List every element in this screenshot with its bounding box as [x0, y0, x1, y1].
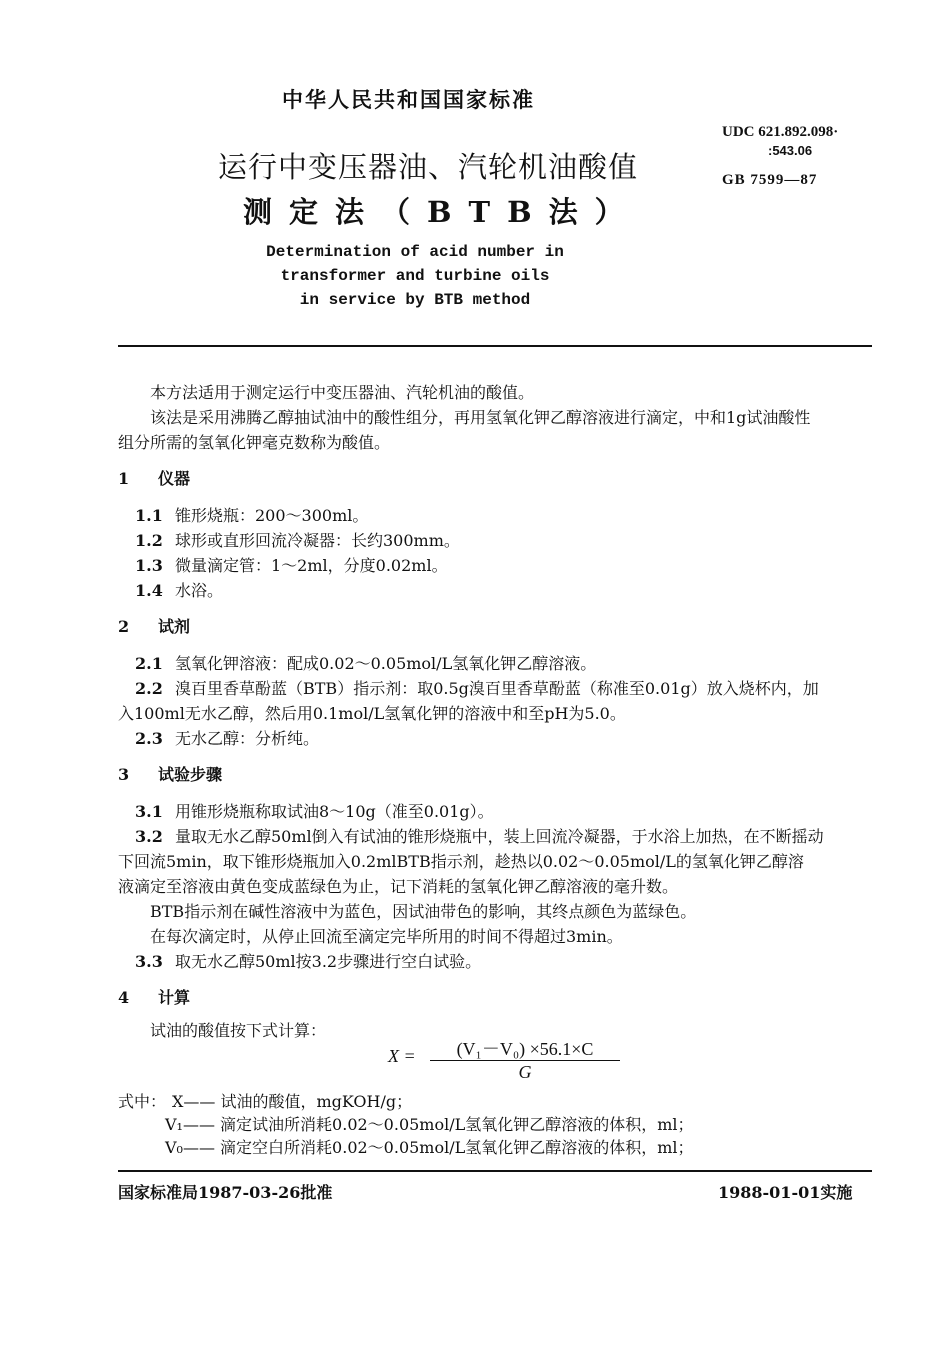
footer-divider — [118, 1170, 872, 1172]
title-zh-line1: 运行中变压器油、汽轮机油酸值 — [218, 150, 639, 184]
item-3-2-line2: 下回流5min，取下锥形烧瓶加入0.2mlBTB指示剂，趁热以0.02～0.05mol/L的氢氧化钾乙醇溶 — [118, 852, 804, 871]
item-2-2-continued: 入100ml无水乙醇，然后用0.1mol/L氢氧化钾的溶液中和至pH为5.0。 — [118, 704, 626, 723]
title-en-line3: in service by BTB method — [299, 291, 531, 309]
item-3-3: 3.3 取无水乙醇50ml按3.2步骤进行空白试验。 — [135, 952, 482, 971]
item-3-2: 3.2 量取无水乙醇50ml倒入有试油的锥形烧瓶中，装上回流冷凝器，于水浴上加热，在不断摇动 — [135, 827, 824, 846]
title-en-line2: transformer and turbine oils — [280, 267, 550, 285]
header-divider — [118, 345, 872, 347]
variable-x: X—— 试油的酸值，mgKOH/g； — [172, 1092, 413, 1111]
section-1-number: 1 — [118, 469, 130, 488]
section-1-title: 仪器 — [158, 469, 191, 488]
udc-number-line2: :543.06 — [768, 143, 813, 158]
item-3-2-line3: 液滴定至溶液由黄色变成蓝绿色为止，记下消耗的氢氧化钾乙醇溶液的毫升数。 — [118, 877, 679, 896]
title-zh-line2: 测定法（BTB法） — [243, 195, 641, 229]
item-1-4: 1.4 水浴。 — [135, 581, 224, 600]
effective-date: 1988-01-01实施 — [718, 1183, 853, 1202]
formula-intro: 试油的酸值按下式计算： — [150, 1021, 327, 1040]
item-3-2-note1: BTB指示剂在碱性溶液中为蓝色，因试油带色的影响，其终点颜色为蓝绿色。 — [150, 902, 697, 921]
item-1-2: 1.2 球形或直形回流冷凝器：长约300mm。 — [135, 531, 460, 550]
formula-lhs: X = — [388, 1046, 416, 1066]
item-2-3: 2.3 无水乙醇：分析纯。 — [135, 729, 320, 748]
formula-numerator: (V₁－V₀) ×56.1×C — [456, 1039, 594, 1059]
section-4-heading: 4 计算 — [118, 988, 191, 1007]
variable-v1: V₁—— 滴定试油所消耗0.02～0.05mol/L氢氧化钾乙醇溶液的体积，ml； — [165, 1115, 694, 1134]
standard-type: 中华人民共和国国家标准 — [282, 87, 535, 112]
acid-number-formula — [388, 1035, 628, 1085]
intro-paragraph-2a: 该法是采用沸腾乙醇抽试油中的酸性组分，再用氢氧化钾乙醇溶液进行滴定，中和1g试油酸性 — [150, 408, 811, 427]
item-1-1: 1.1 锥形烧瓶：200～300ml。 — [135, 506, 369, 525]
udc-number-line1: UDC 621.892.098· — [722, 124, 839, 140]
gb-number: GB 7599—87 — [722, 172, 818, 188]
fraction-bar — [430, 1060, 620, 1061]
approval-date: 国家标准局1987-03-26批准 — [118, 1183, 333, 1202]
intro-paragraph-2b: 组分所需的氢氧化钾毫克数称为酸值。 — [118, 433, 391, 452]
section-1-heading — [118, 466, 190, 489]
variable-v0: V₀—— 滴定空白所消耗0.02～0.05mol/L氢氧化钾乙醇溶液的体积，ml； — [165, 1138, 694, 1157]
formula-denominator: G — [518, 1062, 532, 1082]
where-label: 式中： — [118, 1092, 167, 1111]
item-1-3: 1.3 微量滴定管：1～2ml，分度0.02ml。 — [135, 556, 448, 575]
intro-paragraph-1: 本方法适用于测定运行中变压器油、汽轮机油的酸值。 — [150, 383, 535, 402]
section-3-heading: 3 试验步骤 — [118, 765, 223, 784]
item-3-2-note2: 在每次滴定时，从停止回流至滴定完毕所用的时间不得超过3min。 — [150, 927, 623, 946]
title-en-line1: Determination of acid number in — [266, 243, 564, 261]
section-2-heading: 2 试剂 — [118, 617, 191, 636]
item-3-1: 3.1 用锥形烧瓶称取试油8～10g（准至0.01g）。 — [135, 802, 494, 821]
item-2-1: 2.1 氢氧化钾溶液：配成0.02～0.05mol/L氢氧化钾乙醇溶液。 — [135, 654, 597, 673]
item-2-2: 2.2 溴百里香草酚蓝（BTB）指示剂：取0.5g溴百里香草酚蓝（称准至0.01g）放入烧杯内，加 — [135, 679, 819, 698]
